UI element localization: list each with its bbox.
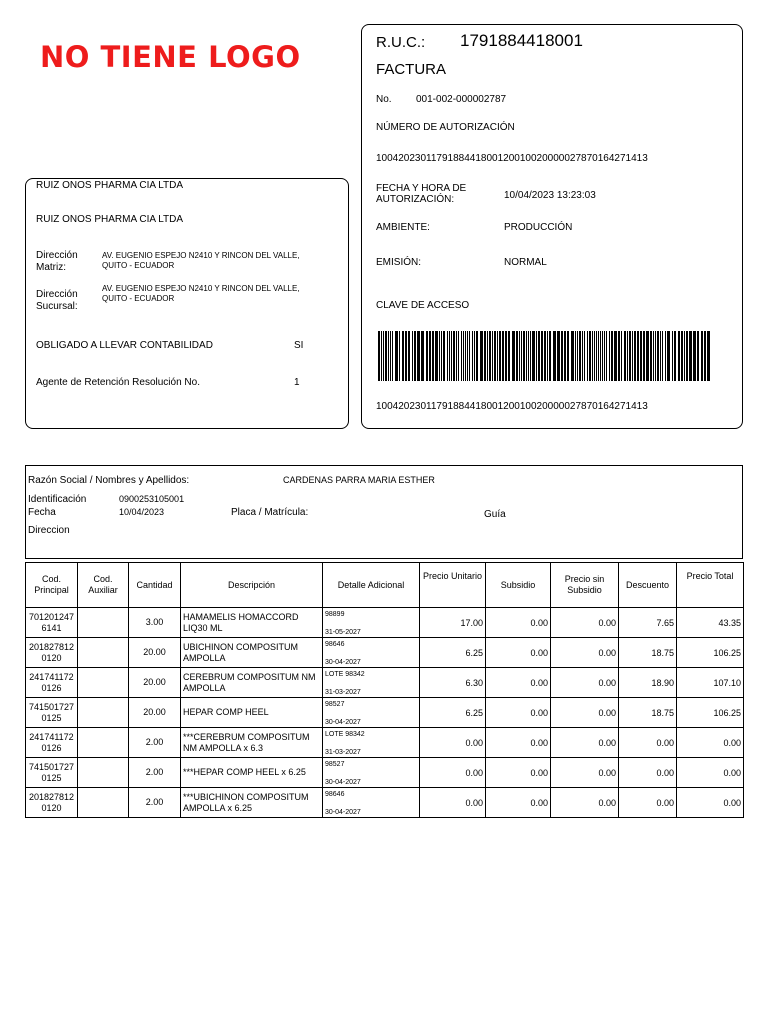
barcode-bar xyxy=(697,331,699,381)
barcode-bar xyxy=(516,331,518,381)
access-key-barcode xyxy=(378,331,710,381)
barcode-bar xyxy=(508,331,510,381)
discount: 0.00 xyxy=(619,728,677,758)
barcode-bar xyxy=(429,331,431,381)
barcode-bar xyxy=(575,331,576,381)
additional-detail: 98527 30-04-2027 xyxy=(323,698,420,728)
description: ***HEPAR COMP HEEL x 6.25 xyxy=(181,758,323,788)
code-main: 701201247 6141 xyxy=(26,608,78,638)
unit-price: 6.25 xyxy=(420,698,486,728)
barcode-bar xyxy=(704,331,706,381)
unit-price: 0.00 xyxy=(420,788,486,818)
barcode-bar xyxy=(381,331,382,381)
code-main: 201827812 0120 xyxy=(26,788,78,818)
branch-address-label-1: Dirección xyxy=(36,289,78,300)
code-aux xyxy=(78,698,129,728)
barcode-bar xyxy=(567,331,569,381)
barcode-bar xyxy=(547,331,548,381)
retention-label: Agente de Retención Resolución No. xyxy=(36,377,200,388)
barcode-bar xyxy=(678,331,680,381)
customer-name-label: Razón Social / Nombres y Apellidos: xyxy=(28,475,190,486)
subsidy: 0.00 xyxy=(486,608,551,638)
total: 43.35 xyxy=(677,608,744,638)
barcode-bar xyxy=(492,331,493,381)
main-address-label-2: Matriz: xyxy=(36,262,66,273)
code-aux xyxy=(78,788,129,818)
barcode-bar xyxy=(497,331,498,381)
accounting-label: OBLIGADO A LLEVAR CONTABILIDAD xyxy=(36,340,213,351)
barcode-bar xyxy=(432,331,434,381)
barcode-bar xyxy=(474,331,475,381)
auth-date-label-1: FECHA Y HORA DE xyxy=(376,183,467,194)
quantity: 2.00 xyxy=(129,788,181,818)
barcode-bar xyxy=(414,331,416,381)
barcode-bar xyxy=(388,331,389,381)
barcode-bar xyxy=(449,331,450,381)
customer-date: 10/04/2023 xyxy=(119,507,165,517)
barcode-bar xyxy=(672,331,673,381)
barcode-bar xyxy=(618,331,620,381)
barcode-bar xyxy=(395,331,398,381)
access-key-label: CLAVE DE ACCESO xyxy=(376,300,470,311)
code-aux xyxy=(78,668,129,698)
header-quantity: Cantidad xyxy=(129,563,181,608)
total: 0.00 xyxy=(677,788,744,818)
ruc-label: R.U.C.: xyxy=(376,34,426,51)
table-row xyxy=(26,698,744,728)
customer-id-label: Identificación xyxy=(28,494,87,505)
barcode-bar xyxy=(632,331,633,381)
barcode-bar xyxy=(582,331,583,381)
barcode-bar xyxy=(447,331,448,381)
description: ***CEREBRUM COMPOSITUM NM AMPOLLA x 6.3 xyxy=(181,728,323,758)
barcode-bar xyxy=(392,331,393,381)
barcode-bar xyxy=(502,331,504,381)
barcode-bar xyxy=(650,331,652,381)
auth-date-value: 10/04/2023 13:23:03 xyxy=(504,190,596,201)
barcode-bar xyxy=(681,331,683,381)
barcode-bar xyxy=(489,331,491,381)
environment-label: AMBIENTE: xyxy=(376,222,430,233)
subsidy: 0.00 xyxy=(486,638,551,668)
branch-address-line-2: QUITO - ECUADOR xyxy=(102,294,175,303)
barcode-bar xyxy=(472,331,473,381)
quantity: 20.00 xyxy=(129,668,181,698)
barcode-bar xyxy=(665,331,666,381)
barcode-bar xyxy=(402,331,404,381)
quantity: 2.00 xyxy=(129,758,181,788)
unit-price: 6.30 xyxy=(420,668,486,698)
barcode-bar xyxy=(417,331,420,381)
header-description: Descripción xyxy=(181,563,323,608)
quantity: 20.00 xyxy=(129,638,181,668)
company-name-top: RUIZ ONOS PHARMA CIA LTDA xyxy=(36,180,184,191)
barcode-bar xyxy=(519,331,520,381)
barcode-bar xyxy=(564,331,566,381)
barcode-bar xyxy=(465,331,466,381)
subsidy: 0.00 xyxy=(486,758,551,788)
items-table xyxy=(25,562,744,818)
company-name: RUIZ ONOS PHARMA CIA LTDA xyxy=(36,214,184,225)
branch-address-label-2: Sucursal: xyxy=(36,301,78,312)
additional-detail: 98646 30-04-2027 xyxy=(323,638,420,668)
barcode-bar xyxy=(606,331,607,381)
barcode-bar xyxy=(571,331,574,381)
barcode-bar xyxy=(467,331,468,381)
barcode-bar xyxy=(530,331,531,381)
price-no-subsidy: 0.00 xyxy=(551,638,619,668)
barcode-bar xyxy=(435,331,438,381)
barcode-bar xyxy=(383,331,384,381)
barcode-bar xyxy=(587,331,588,381)
barcode-bar xyxy=(469,331,470,381)
invoice-number: 001-002-000002787 xyxy=(416,94,507,105)
barcode-bar xyxy=(657,331,659,381)
barcode-bar xyxy=(596,331,597,381)
discount: 7.65 xyxy=(619,608,677,638)
header-discount: Descuento xyxy=(619,563,677,608)
ruc-value: 1791884418001 xyxy=(460,31,583,50)
total: 106.25 xyxy=(677,698,744,728)
barcode-bar xyxy=(480,331,483,381)
barcode-bar xyxy=(463,331,464,381)
main-address-label-1: Dirección xyxy=(36,250,78,261)
barcode-bar xyxy=(584,331,585,381)
barcode-bar xyxy=(453,331,455,381)
logo-placeholder: NO TIENE LOGO xyxy=(40,40,301,74)
auth-date-label-2: AUTORIZACIÓN: xyxy=(376,194,455,205)
document-type: FACTURA xyxy=(376,61,447,78)
barcode-bar xyxy=(684,331,685,381)
environment-value: PRODUCCIÓN xyxy=(504,222,573,233)
barcode-bar xyxy=(408,331,410,381)
customer-address-label: Direccion xyxy=(28,525,70,536)
barcode-bar xyxy=(561,331,563,381)
barcode-bar xyxy=(399,331,400,381)
barcode-bar xyxy=(624,331,626,381)
table-row xyxy=(26,728,744,758)
code-aux xyxy=(78,608,129,638)
barcode-bar xyxy=(451,331,452,381)
barcode-bar xyxy=(484,331,486,381)
description: ***UBICHINON COMPOSITUM AMPOLLA x 6.25 xyxy=(181,788,323,818)
barcode-bar xyxy=(536,331,537,381)
barcode-bar xyxy=(494,331,496,381)
barcode-bar xyxy=(512,331,515,381)
subsidy: 0.00 xyxy=(486,698,551,728)
barcode-bar xyxy=(667,331,670,381)
header-code-aux: Cod. Auxiliar xyxy=(78,563,129,608)
barcode-bar xyxy=(456,331,457,381)
barcode-bar xyxy=(689,331,692,381)
barcode-bar xyxy=(557,331,560,381)
emission-label: EMISIÓN: xyxy=(376,257,422,268)
quantity: 3.00 xyxy=(129,608,181,638)
authorization-label: NÚMERO DE AUTORIZACIÓN xyxy=(376,122,515,133)
price-no-subsidy: 0.00 xyxy=(551,788,619,818)
barcode-bar xyxy=(549,331,551,381)
discount: 18.90 xyxy=(619,668,677,698)
customer-date-label: Fecha xyxy=(28,507,56,518)
barcode-bar xyxy=(701,331,703,381)
barcode-bar xyxy=(476,331,478,381)
barcode-bar xyxy=(523,331,525,381)
table-row xyxy=(26,668,744,698)
barcode-bar xyxy=(627,331,628,381)
barcode-bar xyxy=(439,331,440,381)
total: 107.10 xyxy=(677,668,744,698)
additional-detail: LOTE 98342 31-03-2027 xyxy=(323,728,420,758)
discount: 0.00 xyxy=(619,758,677,788)
barcode-bar xyxy=(621,331,622,381)
barcode-bar xyxy=(653,331,654,381)
barcode-bar xyxy=(600,331,601,381)
guide-label: Guía xyxy=(484,509,506,520)
barcode-bar xyxy=(589,331,591,381)
barcode-bar xyxy=(443,331,445,381)
table-row xyxy=(26,758,744,788)
quantity: 2.00 xyxy=(129,728,181,758)
table-header-row xyxy=(26,563,744,608)
price-no-subsidy: 0.00 xyxy=(551,668,619,698)
price-no-subsidy: 0.00 xyxy=(551,698,619,728)
header-code-main: Cod. Principal xyxy=(26,563,78,608)
barcode-bar xyxy=(662,331,663,381)
barcode-bar xyxy=(412,331,413,381)
subsidy: 0.00 xyxy=(486,728,551,758)
barcode-bar xyxy=(637,331,639,381)
barcode-bar xyxy=(385,331,387,381)
unit-price: 0.00 xyxy=(420,728,486,758)
barcode-bar xyxy=(655,331,656,381)
barcode-bar xyxy=(598,331,599,381)
barcode-bar xyxy=(686,331,688,381)
barcode-bar xyxy=(629,331,631,381)
main-address-line-1: AV. EUGENIO ESPEJO N2410 Y RINCON DEL VALLE, xyxy=(102,251,300,260)
retention-value: 1 xyxy=(294,377,300,388)
total: 0.00 xyxy=(677,728,744,758)
barcode-bar xyxy=(426,331,428,381)
description: HEPAR COMP HEEL xyxy=(181,698,323,728)
subsidy: 0.00 xyxy=(486,788,551,818)
barcode-bar xyxy=(405,331,407,381)
barcode-bar xyxy=(609,331,610,381)
unit-price: 6.25 xyxy=(420,638,486,668)
discount: 0.00 xyxy=(619,788,677,818)
barcode-bar xyxy=(634,331,636,381)
barcode-bar xyxy=(614,331,617,381)
barcode-bar xyxy=(499,331,501,381)
discount: 18.75 xyxy=(619,698,677,728)
authorization-number: 1004202301179188441800120010020000027870164271413 xyxy=(376,153,648,164)
header-subsidy: Subsidio xyxy=(486,563,551,608)
barcode-bar xyxy=(505,331,507,381)
barcode-bar xyxy=(594,331,595,381)
barcode-bar xyxy=(378,331,380,381)
price-no-subsidy: 0.00 xyxy=(551,608,619,638)
barcode-bar xyxy=(487,331,488,381)
price-no-subsidy: 0.00 xyxy=(551,728,619,758)
barcode-bar xyxy=(421,331,424,381)
subsidy: 0.00 xyxy=(486,668,551,698)
additional-detail: 98646 30-04-2027 xyxy=(323,788,420,818)
barcode-bar xyxy=(592,331,593,381)
table-row xyxy=(26,638,744,668)
total: 0.00 xyxy=(677,758,744,788)
additional-detail: 98527 30-04-2027 xyxy=(323,758,420,788)
code-main: 241741172 0126 xyxy=(26,668,78,698)
barcode-bar xyxy=(611,331,613,381)
customer-name: CARDENAS PARRA MARIA ESTHER xyxy=(283,475,435,485)
barcode-bar xyxy=(441,331,442,381)
customer-id: 0900253105001 xyxy=(119,494,185,504)
plate-label: Placa / Matrícula: xyxy=(231,507,309,518)
total: 106.25 xyxy=(677,638,744,668)
barcode-bar xyxy=(646,331,649,381)
quantity: 20.00 xyxy=(129,698,181,728)
header-additional-detail: Detalle Adicional xyxy=(323,563,420,608)
barcode-bar xyxy=(640,331,642,381)
table-row xyxy=(26,788,744,818)
main-address-line-2: QUITO - ECUADOR xyxy=(102,261,175,270)
unit-price: 17.00 xyxy=(420,608,486,638)
barcode-bar xyxy=(532,331,535,381)
barcode-bar xyxy=(458,331,459,381)
barcode-bar xyxy=(541,331,543,381)
code-main: 741501727 0125 xyxy=(26,698,78,728)
invoice-number-label: No. xyxy=(376,94,392,105)
header-price-no-subsidy: Precio sin Subsidio xyxy=(551,563,619,608)
header-unit-price: Precio Unitario xyxy=(420,563,486,608)
barcode-bar xyxy=(674,331,676,381)
barcode-bar xyxy=(528,331,529,381)
accounting-value: SI xyxy=(294,340,304,351)
code-main: 241741172 0126 xyxy=(26,728,78,758)
barcode-bar xyxy=(604,331,605,381)
access-key-value: 1004202301179188441800120010020000027870164271413 xyxy=(376,401,648,412)
additional-detail: LOTE 98342 31-03-2027 xyxy=(323,668,420,698)
barcode-bar xyxy=(660,331,661,381)
barcode-bar xyxy=(553,331,556,381)
table-row xyxy=(26,608,744,638)
emission-value: NORMAL xyxy=(504,257,547,268)
code-main: 741501727 0125 xyxy=(26,758,78,788)
code-aux xyxy=(78,638,129,668)
code-aux xyxy=(78,758,129,788)
description: HAMAMELIS HOMACCORD LIQ30 ML xyxy=(181,608,323,638)
barcode-bar xyxy=(461,331,462,381)
barcode-bar xyxy=(526,331,527,381)
barcode-bar xyxy=(643,331,645,381)
description: UBICHINON COMPOSITUM AMPOLLA xyxy=(181,638,323,668)
code-main: 201827812 0120 xyxy=(26,638,78,668)
barcode-bar xyxy=(538,331,540,381)
branch-address-line-1: AV. EUGENIO ESPEJO N2410 Y RINCON DEL VALLE, xyxy=(102,284,300,293)
barcode-bar xyxy=(521,331,522,381)
barcode-bar xyxy=(707,331,710,381)
barcode-bar xyxy=(693,331,696,381)
code-aux xyxy=(78,728,129,758)
barcode-bar xyxy=(544,331,546,381)
header-total: Precio Total xyxy=(677,563,744,608)
additional-detail: 98899 31-05-2027 xyxy=(323,608,420,638)
discount: 18.75 xyxy=(619,638,677,668)
unit-price: 0.00 xyxy=(420,758,486,788)
description: CEREBRUM COMPOSITUM NM AMPOLLA xyxy=(181,668,323,698)
barcode-bar xyxy=(579,331,581,381)
barcode-bar xyxy=(577,331,578,381)
barcode-bar xyxy=(602,331,603,381)
price-no-subsidy: 0.00 xyxy=(551,758,619,788)
barcode-bar xyxy=(390,331,391,381)
